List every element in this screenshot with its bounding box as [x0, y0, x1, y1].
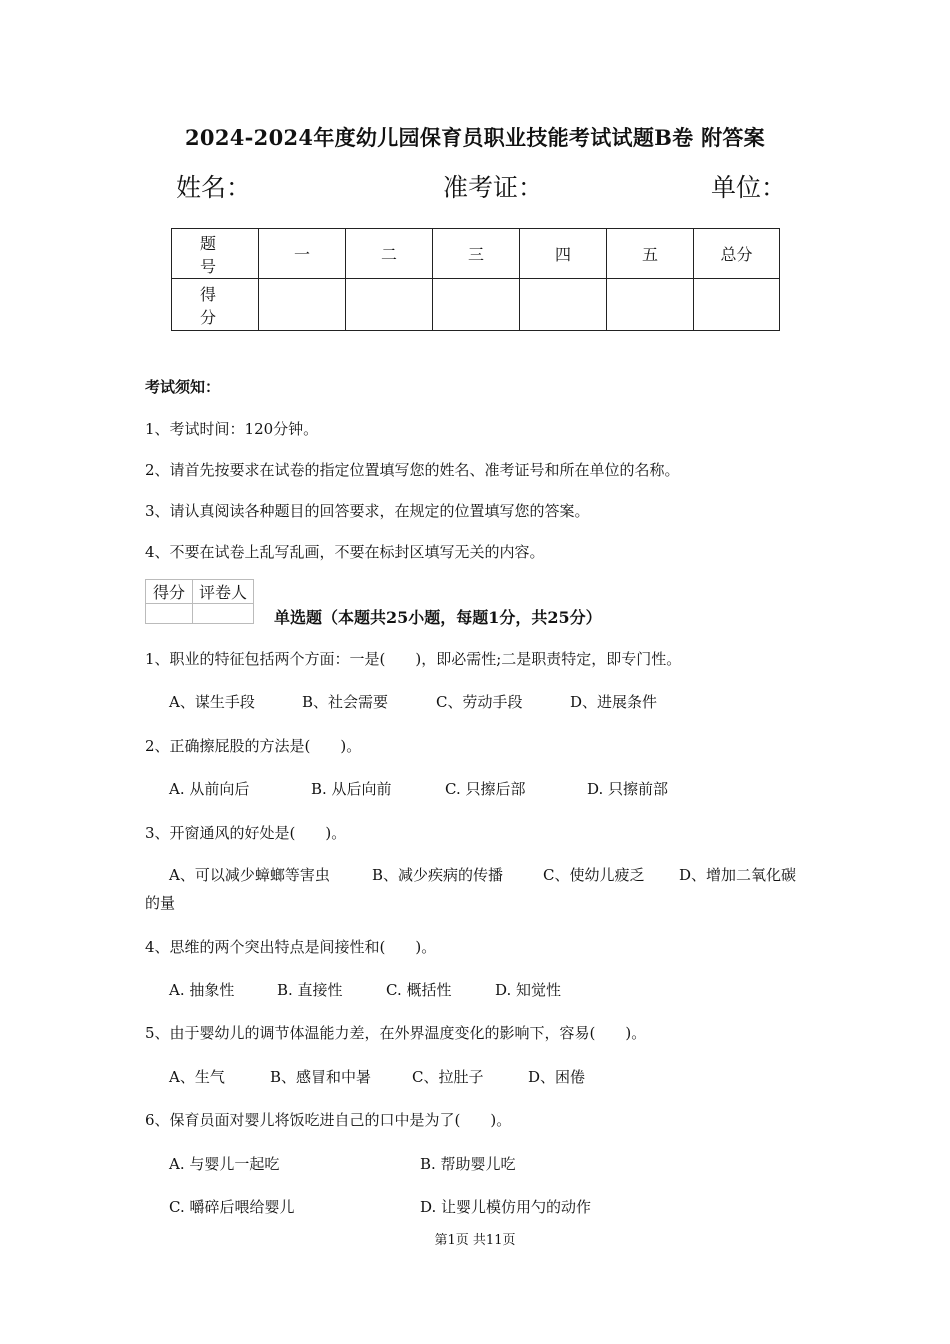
option-d: D. 让婴儿模仿用勺的动作 — [420, 1198, 592, 1216]
option-d: D. 知觉性 — [495, 981, 562, 999]
score-col-3: 三 — [433, 229, 520, 279]
score-table-score-row — [172, 279, 780, 331]
option-c: C. 嚼碎后喂给婴儿 — [169, 1198, 295, 1216]
option-d: D. 只擦前部 — [587, 780, 669, 798]
option-c: C、劳动手段 — [436, 693, 523, 711]
score-col-2: 二 — [346, 229, 433, 279]
option-b: B、社会需要 — [302, 693, 389, 711]
notice-item: 3、请认真阅读各种题目的回答要求，在规定的位置填写您的答案。 — [145, 502, 590, 520]
unit-field-label: 单位： — [711, 173, 787, 202]
score-cell[interactable] — [259, 279, 346, 331]
question-stem: 6、保育员面对婴儿将饭吃进自己的口中是为了( )。 — [145, 1111, 512, 1129]
option-b: B、感冒和中暑 — [270, 1068, 372, 1086]
option-c: C. 只擦后部 — [445, 780, 526, 798]
option-a: A. 抽象性 — [169, 981, 235, 999]
score-col-5: 五 — [607, 229, 694, 279]
name-field-label: 姓名： — [176, 173, 252, 202]
option-c: C、拉肚子 — [412, 1068, 484, 1086]
exam-id-field-label: 准考证： — [443, 173, 544, 202]
option-b: B. 直接性 — [277, 981, 343, 999]
question-number-label: 题 号 — [172, 229, 259, 279]
score-col-1: 一 — [259, 229, 346, 279]
grader-name-label: 评卷人 — [193, 580, 254, 604]
option-d: D、进展条件 — [570, 693, 658, 711]
document-title: 2024-2024年度幼儿园保育员职业技能考试试题B卷 附答案 — [185, 125, 765, 150]
notice-item: 4、不要在试卷上乱写乱画，不要在标封区填写无关的内容。 — [145, 543, 545, 561]
option-b: B. 从后向前 — [311, 780, 392, 798]
question-stem: 1、职业的特征包括两个方面：一是( )，即必需性;二是职责特定，即专门性。 — [145, 650, 682, 668]
score-table-header-row — [172, 229, 780, 279]
score-cell[interactable] — [520, 279, 607, 331]
grader-name-cell[interactable] — [193, 604, 254, 624]
grader-box — [145, 579, 254, 624]
option-continuation: 的量 — [145, 894, 176, 912]
option-b: B. 帮助婴儿吃 — [420, 1155, 516, 1173]
question-stem: 2、正确擦屁股的方法是( )。 — [145, 737, 362, 755]
score-row-label: 得 分 — [172, 279, 259, 331]
option-a: A、生气 — [169, 1068, 225, 1086]
option-b: B、减少疾病的传播 — [372, 866, 504, 884]
notice-heading: 考试须知： — [145, 378, 221, 396]
option-a: A、谋生手段 — [169, 693, 255, 711]
grader-score-cell[interactable] — [146, 604, 193, 624]
score-table — [171, 228, 780, 331]
notice-item: 2、请首先按要求在试卷的指定位置填写您的姓名、准考证号和所在单位的名称。 — [145, 461, 680, 479]
page-footer: 第1页 共11页 — [434, 1233, 516, 1248]
score-col-total: 总分 — [694, 229, 780, 279]
option-d: D、增加二氧化碳 — [679, 866, 797, 884]
option-a: A. 与婴儿一起吃 — [169, 1155, 280, 1173]
option-c: C、使幼儿疲乏 — [543, 866, 645, 884]
option-a: A. 从前向后 — [169, 780, 250, 798]
score-col-4: 四 — [520, 229, 607, 279]
question-stem: 4、思维的两个突出特点是间接性和( )。 — [145, 938, 437, 956]
option-c: C. 概括性 — [386, 981, 452, 999]
option-a: A、可以减少蟑螂等害虫 — [169, 866, 330, 884]
section-title: 单选题（本题共25小题，每题1分，共25分） — [274, 608, 602, 627]
score-cell[interactable] — [346, 279, 433, 331]
notice-item: 1、考试时间：120分钟。 — [145, 420, 319, 438]
grader-score-label: 得分 — [146, 580, 193, 604]
score-cell[interactable] — [433, 279, 520, 331]
option-d: D、困倦 — [528, 1068, 586, 1086]
question-stem: 5、由于婴幼儿的调节体温能力差，在外界温度变化的影响下，容易( )。 — [145, 1024, 647, 1042]
question-stem: 3、开窗通风的好处是( )。 — [145, 824, 347, 842]
score-cell[interactable] — [607, 279, 694, 331]
score-cell-total[interactable] — [694, 279, 780, 331]
